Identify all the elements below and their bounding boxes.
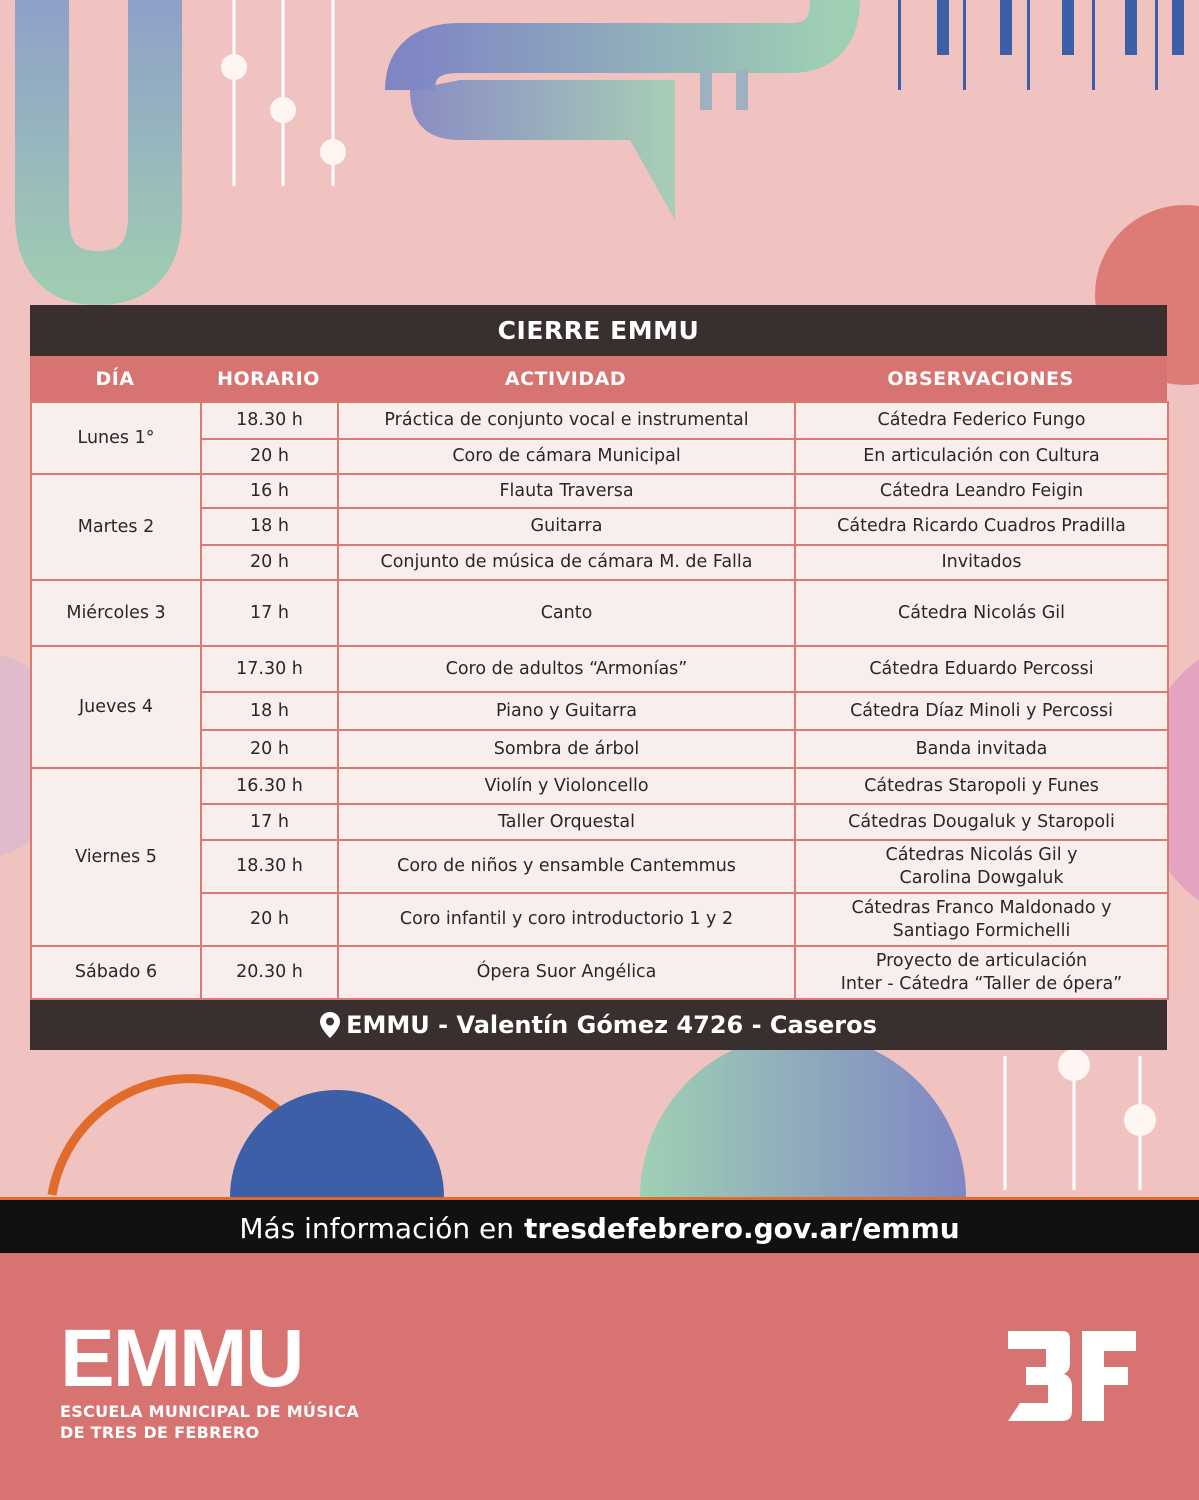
- day-cell: Jueves 4: [31, 646, 201, 768]
- day-cell: Sábado 6: [31, 946, 201, 999]
- emmu-logo: [60, 1313, 360, 1442]
- info-bar: [0, 1197, 1199, 1256]
- activity-cell: Sombra de árbol: [338, 730, 795, 768]
- activity-cell: Violín y Violoncello: [338, 768, 795, 804]
- emmu-logo-line2: DE TRES DE FEBRERO: [60, 1423, 260, 1442]
- table-row: [31, 804, 1168, 840]
- time-cell: 17.30 h: [201, 646, 338, 692]
- activity-cell: Coro de adultos “Armonías”: [338, 646, 795, 692]
- activity-cell: Coro de niños y ensamble Cantemmus: [338, 840, 795, 893]
- table-row: [31, 840, 1168, 893]
- table-row: [31, 946, 1168, 999]
- activity-cell: Taller Orquestal: [338, 804, 795, 840]
- column-header-notes: OBSERVACIONES: [887, 367, 1074, 390]
- time-cell: 20 h: [201, 545, 338, 580]
- table-title: CIERRE EMMU: [30, 305, 1167, 356]
- notes-cell: [795, 893, 1168, 946]
- activity-cell: Conjunto de música de cámara M. de Falla: [338, 545, 795, 580]
- emmu-logo-name: EMMU: [60, 1313, 303, 1404]
- schedule-table: [30, 305, 1167, 1050]
- activity-cell: Piano y Guitarra: [338, 692, 795, 730]
- column-header-time: HORARIO: [217, 367, 320, 390]
- time-cell: 16 h: [201, 474, 338, 508]
- table-row: [31, 692, 1168, 730]
- time-cell: 20 h: [201, 730, 338, 768]
- notes-cell: Banda invitada: [795, 730, 1168, 768]
- schedule-grid: [30, 401, 1169, 1000]
- column-header-day: DÍA: [95, 367, 135, 390]
- table-row: [31, 402, 1168, 439]
- notes-cell: Cátedra Leandro Feigin: [795, 474, 1168, 508]
- info-link[interactable]: tresdefebrero.gov.ar/emmu: [524, 1211, 960, 1245]
- table-row: [31, 768, 1168, 804]
- time-cell: 17 h: [201, 804, 338, 840]
- table-row: [31, 730, 1168, 768]
- notes-line: Santiago Formichelli: [892, 920, 1071, 941]
- notes-cell: [795, 946, 1168, 999]
- table-row: [31, 893, 1168, 946]
- activity-cell: Ópera Suor Angélica: [338, 946, 795, 999]
- notes-cell: Cátedra Díaz Minoli y Percossi: [795, 692, 1168, 730]
- notes-cell: Cátedra Nicolás Gil: [795, 580, 1168, 646]
- address-bar: [30, 1000, 1167, 1050]
- notes-cell: Cátedras Dougaluk y Staropoli: [795, 804, 1168, 840]
- table-header: [30, 356, 1167, 401]
- notes-cell: Cátedra Eduardo Percossi: [795, 646, 1168, 692]
- day-cell: Miércoles 3: [31, 580, 201, 646]
- notes-cell: Invitados: [795, 545, 1168, 580]
- table-row: [31, 508, 1168, 545]
- day-cell: Martes 2: [31, 474, 201, 580]
- notes-line: Proyecto de articulación: [875, 950, 1088, 971]
- table-row: [31, 646, 1168, 692]
- notes-line: Inter - Cátedra “Taller de ópera”: [840, 973, 1123, 994]
- time-cell: 20 h: [201, 893, 338, 946]
- time-cell: 18.30 h: [201, 402, 338, 439]
- day-cell: Viernes 5: [31, 768, 201, 946]
- day-cell: Lunes 1°: [31, 402, 201, 474]
- activity-cell: Guitarra: [338, 508, 795, 545]
- time-cell: 20 h: [201, 439, 338, 474]
- table-row: [31, 580, 1168, 646]
- notes-cell: Cátedra Ricardo Cuadros Pradilla: [795, 508, 1168, 545]
- notes-cell: Cátedra Federico Fungo: [795, 402, 1168, 439]
- column-header-activity: ACTIVIDAD: [504, 367, 627, 390]
- activity-cell: Canto: [338, 580, 795, 646]
- address-text: EMMU - Valentín Gómez 4726 - Caseros: [346, 1011, 877, 1039]
- table-row: [31, 439, 1168, 474]
- notes-line: Carolina Dowgaluk: [899, 867, 1064, 888]
- notes-cell: En articulación con Cultura: [795, 439, 1168, 474]
- time-cell: 18 h: [201, 508, 338, 545]
- tres-de-febrero-logo: [1000, 1325, 1140, 1425]
- activity-cell: Coro de cámara Municipal: [338, 439, 795, 474]
- notes-cell: [795, 840, 1168, 893]
- emmu-logo-line1: ESCUELA MUNICIPAL DE MÚSICA: [60, 1402, 360, 1421]
- time-cell: 20.30 h: [201, 946, 338, 999]
- activity-cell: Coro infantil y coro introductorio 1 y 2: [338, 893, 795, 946]
- notes-line: Cátedras Franco Maldonado y: [851, 897, 1112, 918]
- notes-line: Cátedras Nicolás Gil y: [885, 844, 1078, 865]
- location-pin-icon: [320, 1012, 340, 1038]
- table-row: [31, 474, 1168, 508]
- table-row: [31, 545, 1168, 580]
- time-cell: 17 h: [201, 580, 338, 646]
- notes-cell: Cátedras Staropoli y Funes: [795, 768, 1168, 804]
- time-cell: 18 h: [201, 692, 338, 730]
- activity-cell: Flauta Traversa: [338, 474, 795, 508]
- time-cell: 18.30 h: [201, 840, 338, 893]
- activity-cell: Práctica de conjunto vocal e instrumental: [338, 402, 795, 439]
- info-prefix: Más información en: [239, 1211, 515, 1245]
- time-cell: 16.30 h: [201, 768, 338, 804]
